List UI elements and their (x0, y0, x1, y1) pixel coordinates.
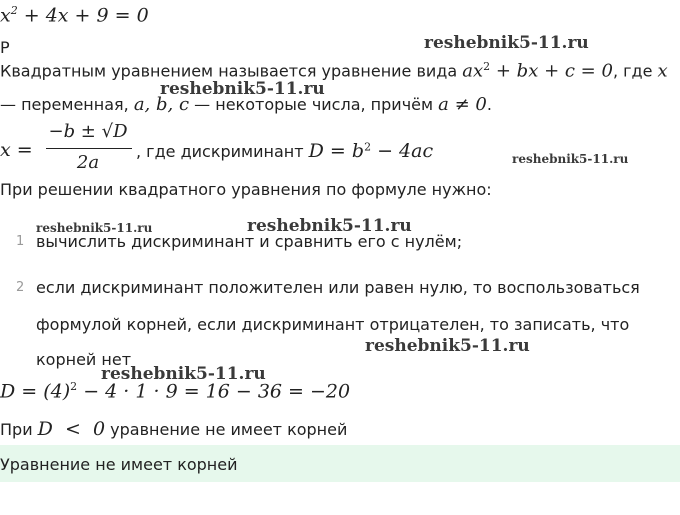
conclusion-prefix: При (0, 420, 38, 439)
equation-sup: 2 (10, 4, 18, 17)
watermark: reshebnik5-11.ru (101, 364, 266, 384)
answer-text: Уравнение не имеет корней (0, 455, 238, 474)
calculation-lhs: D = (4) (0, 380, 71, 403)
calculation (0, 380, 350, 402)
watermark: reshebnik5-11.ru (36, 221, 153, 235)
rule-intro: При решении квадратного уравнения по формуле нужно: (0, 180, 492, 199)
step-text: вычислить дискриминант и сравнить его с нулём; (36, 232, 463, 251)
definition-line2 (0, 94, 492, 115)
watermark: reshebnik5-11.ru (247, 216, 412, 236)
conclusion (0, 418, 347, 440)
conclusion-math: D < 0 (37, 418, 106, 440)
equation-x: x (0, 4, 11, 27)
watermark: reshebnik5-11.ru (424, 33, 589, 53)
step-text: если дискриминант положителен или равен нулю, то воспользоваться (36, 278, 640, 297)
formula-numerator: −b ± √D (48, 121, 128, 142)
watermark: reshebnik5-11.ru (365, 336, 530, 356)
formula-denominator: 2a (76, 152, 100, 173)
formula-disc-sup: 2 (364, 140, 372, 154)
equation (0, 4, 149, 26)
formula-disc: D = b (308, 140, 365, 162)
definition-var: x (657, 60, 668, 82)
calculation-rest: − 4 · 1 · 9 = 16 − 36 = −20 (77, 380, 351, 403)
answer-box (0, 445, 680, 482)
definition-text: — переменная, (0, 95, 134, 114)
formula-lhs: x = (0, 139, 33, 161)
watermark: reshebnik5-11.ru (512, 152, 629, 166)
step-number: 2 (16, 280, 25, 295)
definition-text: . (486, 95, 492, 114)
definition-text: — некоторые числа, причём (189, 95, 439, 114)
fraction-bar (46, 148, 132, 149)
formula-disc-rest: − 4ac (371, 140, 434, 162)
definition-math: a, b, c (133, 94, 190, 115)
formula-text: , где дискриминант (136, 142, 309, 161)
definition-text: Квадратным уравнением называется уравнение вида (0, 61, 463, 81)
definition-text: , где (612, 61, 658, 81)
definition-math: ax (462, 60, 484, 82)
definition-math: + bx + c = 0 (490, 60, 613, 82)
calculation-sup: 2 (70, 380, 78, 393)
formula-rest (136, 140, 433, 162)
definition-sup: 2 (483, 60, 491, 73)
definition-line1 (0, 60, 668, 81)
definition-math: a ≠ 0 (438, 94, 487, 115)
equation-rest: + 4x + 9 = 0 (17, 4, 149, 27)
watermark: reshebnik5-11.ru (160, 79, 325, 99)
heading-partial: Р (0, 38, 10, 57)
conclusion-suffix: уравнение не имеет корней (105, 420, 348, 439)
step-number: 1 (16, 234, 25, 249)
step-text: корней нет (36, 350, 132, 369)
step-text: формулой корней, если дискриминант отрицателен, то записать, что (36, 315, 630, 334)
